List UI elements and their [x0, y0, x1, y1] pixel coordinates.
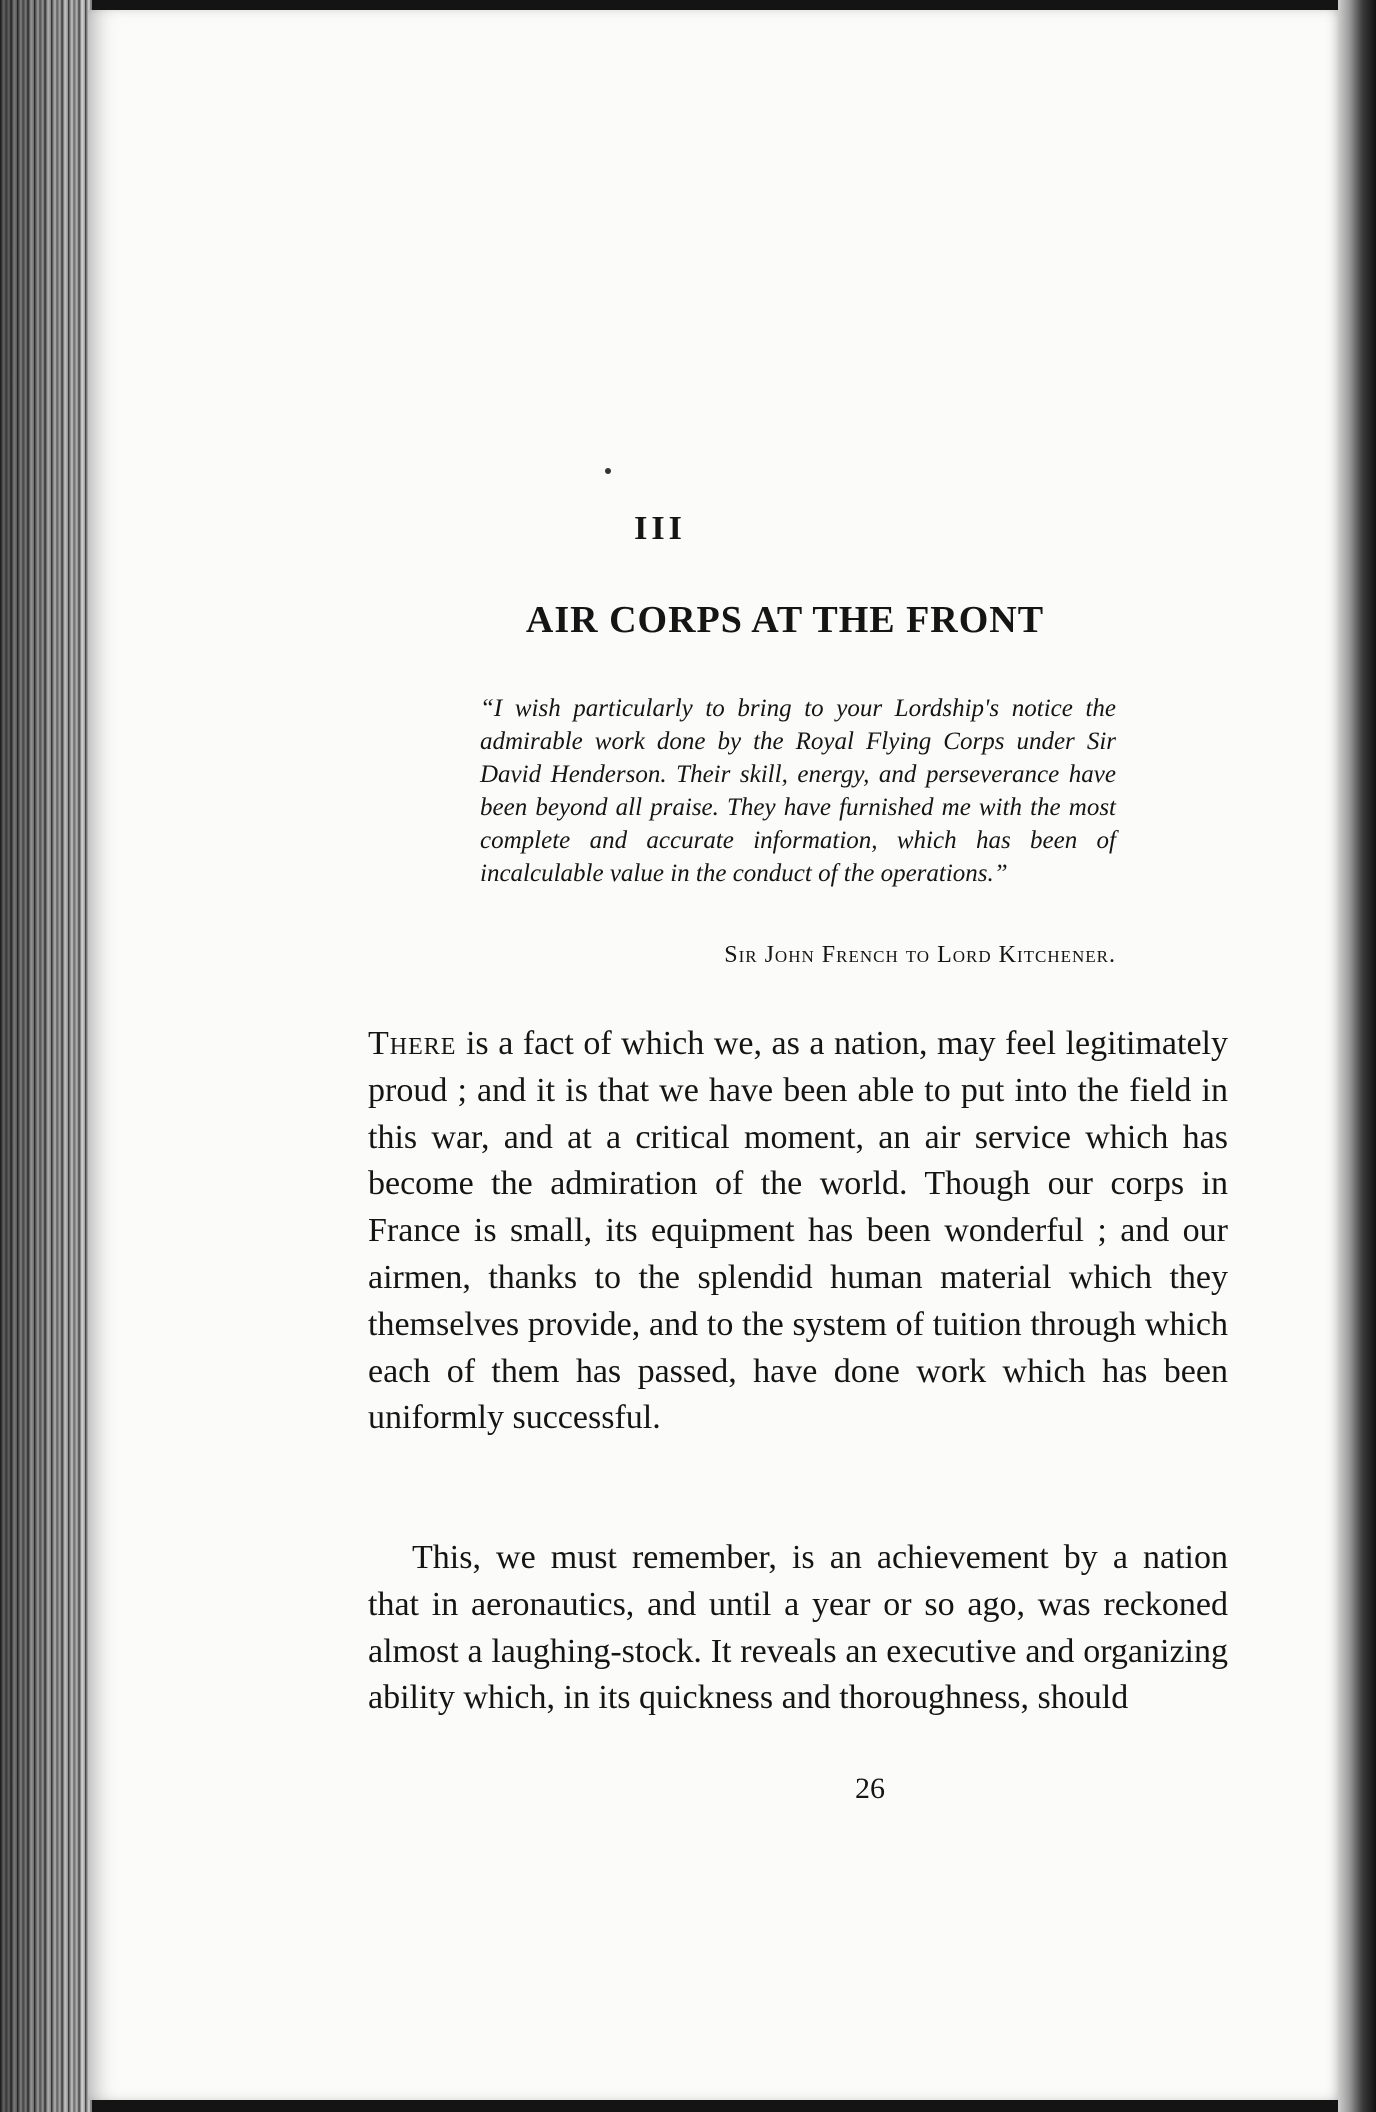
page-right-edge — [1338, 0, 1376, 2112]
page-number: 26 — [855, 1772, 885, 1805]
epigraph-quote: “I wish particularly to bring to your Lordship's notice the admirable work done by the Royal Flying Corps under Sir David Henderson. Their skill, energy, and perseverance have been beyond all praise. They have furnished me with the most complete and accurate information, which has been of incalculable value in the conduct of the operations.” — [480, 695, 1116, 887]
ink-speck — [605, 468, 611, 474]
epigraph-attribution: Sir John French to Lord Kitchener. — [724, 942, 1116, 968]
chapter-title: AIR CORPS AT THE FRONT — [525, 599, 1045, 641]
spine-shadow — [0, 0, 92, 2112]
body-paragraph-2: This, we must remember, is an achievement by a nation that in aeronautics, and until a year or so ago, was reckoned almost a laughing-stock. It reveals an executive and organizing ability which, in its quickness and thoroughness, should — [368, 1539, 1228, 1717]
body-paragraph-1 — [368, 1021, 1228, 1442]
paragraph-lead-word: There — [368, 1025, 457, 1062]
chapter-number: III — [634, 510, 686, 547]
paragraph-1-text: is a fact of which we, as a nation, may feel legitimately proud ; and it is that we have been able to put into the field in this war, and at a critical moment, an air service which has become the admiration of the world. Though our corps in France is small, its equipment has been wonderful ; and our airmen, thanks to the splendid human material which they themselves provide, and to the system of tuition through which each of them has passed, have done work which has been uniformly successful. — [368, 1025, 1228, 1437]
